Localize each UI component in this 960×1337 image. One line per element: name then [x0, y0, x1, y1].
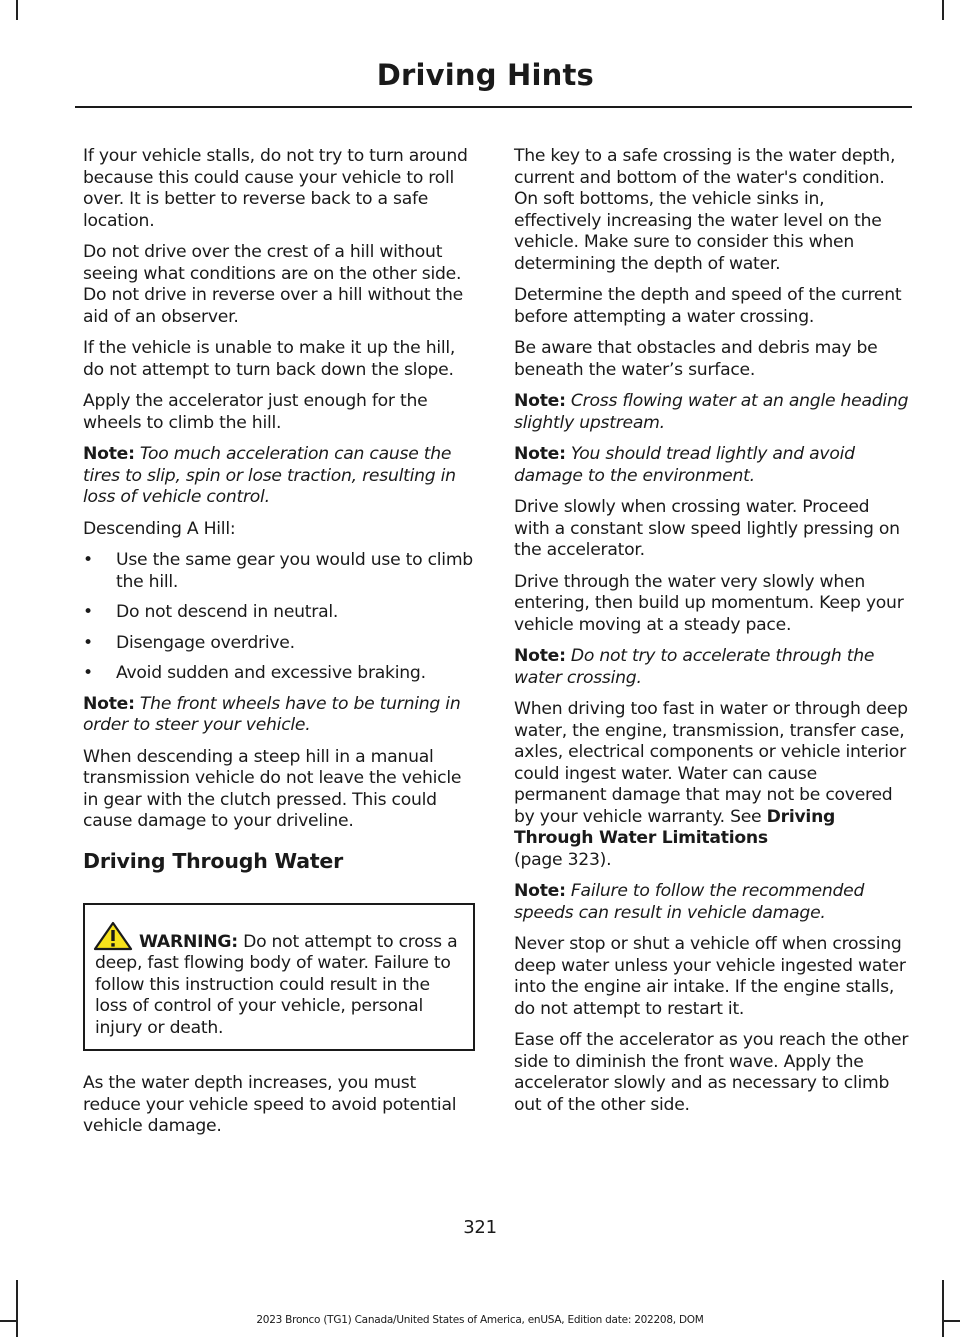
paragraph: Do not drive over the crest of a hill without seeing what conditions are on the other side. Do not drive in reverse over a hill without the aid of an observer. [83, 242, 463, 327]
note-text: Cross flowing water at an angle heading slightly upstream. [514, 391, 909, 433]
paragraph: As the water depth increases, you must reduce your vehicle speed to avoid potential vehicle damage. [83, 1073, 457, 1136]
note [83, 694, 475, 737]
list-item-text: Disengage overdrive. [116, 632, 295, 653]
paragraph: If your vehicle stalls, do not try to turn around because this could cause your vehicle to roll over. It is better to reverse back to a safe location. [83, 146, 468, 231]
note-label: Note: [83, 693, 135, 714]
warning-text [95, 921, 466, 1040]
list-item [83, 550, 475, 593]
note [514, 444, 909, 487]
crop-mark-top-right [942, 0, 944, 20]
footer-text: 2023 Bronco (TG1) Canada/United States of America, enUSA, Edition date: 202208, DOM [256, 1314, 704, 1326]
right-column [514, 146, 909, 1126]
paragraph: Drive through the water very slowly when entering, then build up momentum. Keep your vehicle moving at a steady pace. [514, 571, 904, 635]
note-text: Too much acceleration can cause the tires to slip, spin or lose traction, resulting in loss of vehicle control. [83, 444, 456, 507]
header-divider [75, 106, 912, 108]
note-text: Failure to follow the recommended speeds can result in vehicle damage. [514, 881, 865, 923]
warning-box [83, 903, 475, 1052]
bullet-icon: • [83, 550, 93, 570]
list-item-text: Use the same gear you would use to climb the hill. [116, 550, 473, 592]
warning-triangle-icon [93, 921, 133, 951]
warning-body: Do not attempt to cross a deep, fast flowing body of water. Failure to follow this instruction could result in the loss of control of your vehicle, personal injury or death. [95, 931, 458, 1038]
list-item [83, 602, 475, 624]
bullet-icon: • [83, 602, 93, 622]
list-item [83, 633, 475, 655]
cross-reference-link[interactable]: Driving Through Water Limitations [514, 806, 836, 848]
note-label: Note: [514, 881, 566, 901]
list-item-text: Do not descend in neutral. [116, 602, 339, 622]
note [514, 391, 909, 434]
note-label: Note: [83, 444, 135, 464]
note-text: You should tread lightly and avoid damage to the environment. [514, 444, 855, 486]
paragraph: Apply the accelerator just enough for the wheels to climb the hill. [83, 391, 428, 433]
note-label: Note: [514, 391, 566, 411]
note [514, 646, 909, 689]
paragraph: The key to a safe crossing is the water depth, current and bottom of the water's condition. On soft bottoms, the vehicle sinks in, effectively increasing the water level on the vehicle. Make sure to consider this when determining the depth of water. [514, 146, 896, 274]
paragraph: Determine the depth and speed of the current before attempting a water crossing. [514, 285, 902, 327]
paragraph: Be aware that obstacles and debris may be beneath the water’s surface. [514, 338, 878, 380]
bullet-icon: • [83, 663, 93, 683]
page-reference: (page 323). [514, 849, 612, 870]
crop-mark-top-left [16, 0, 18, 20]
note [514, 881, 909, 924]
note-text: Do not try to accelerate through the water crossing. [514, 646, 875, 688]
list-item [83, 663, 475, 685]
paragraph: When descending a steep hill in a manual transmission vehicle do not leave the vehicle in gear with the clutch pressed. This could cause damage to your driveline. [83, 746, 462, 831]
page-title: Driving Hints [376, 58, 594, 92]
note-label: Note: [514, 646, 566, 666]
page-number: 321 [463, 1217, 497, 1238]
paragraph: Drive slowly when crossing water. Proceed with a constant slow speed lightly pressing on the accelerator. [514, 497, 900, 560]
paragraph: If the vehicle is unable to make it up the hill, do not attempt to turn back down the slope. [83, 338, 456, 380]
bullet-icon: • [83, 632, 93, 653]
list-item-text: Avoid sudden and excessive braking. [116, 663, 426, 683]
paragraph: Never stop or shut a vehicle off when crossing deep water unless your vehicle ingested water into the engine air intake. If the engine stalls, do not attempt to restart it. [514, 934, 906, 1019]
note-label: Note: [514, 444, 566, 464]
bullet-list [83, 550, 475, 685]
note-text: The front wheels have to be turning in order to steer your vehicle. [83, 693, 461, 735]
paragraph: Ease off the accelerator as you reach the other side to diminish the front wave. Apply the accelerator slowly and as necessary to climb out of the other side. [514, 1030, 909, 1115]
paragraph-text: When driving too fast in water or through deep water, the engine, transmission, transfer case, axles, electrical components or vehicle interior could ingest water. Water can cause permanent damage that may not be covered by your vehicle warranty. See [514, 699, 908, 827]
paragraph [514, 699, 909, 871]
note [83, 444, 475, 509]
descending-label: Descending A Hill: [83, 518, 236, 539]
warning-label: WARNING: [139, 931, 238, 952]
left-column [83, 146, 475, 1148]
section-heading: Driving Through Water [83, 848, 344, 873]
